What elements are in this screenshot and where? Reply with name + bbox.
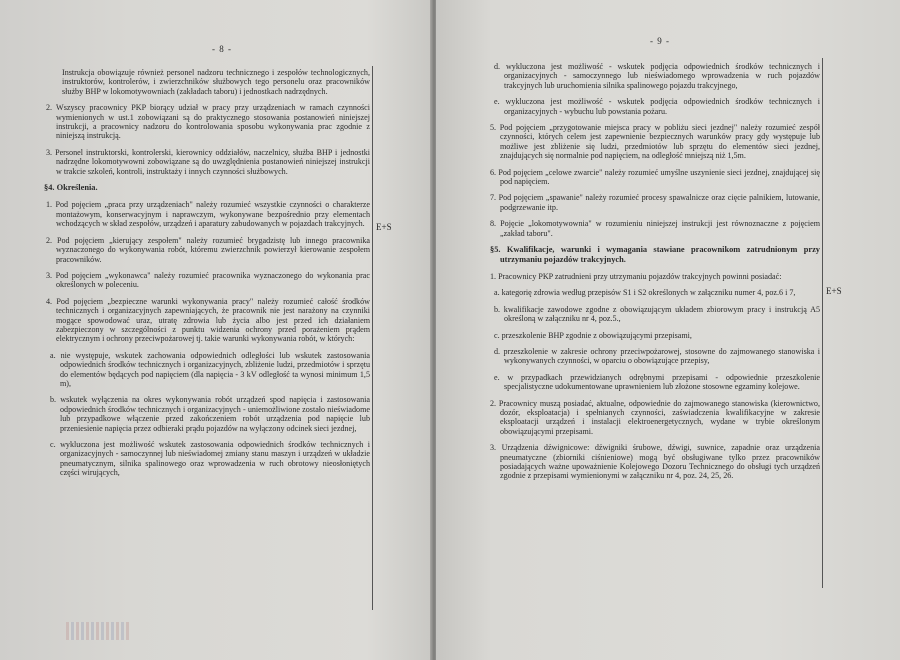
right-page-text [488,62,820,488]
left-page-text [44,68,370,485]
section-mark-left: E+S [376,222,392,232]
sub-item: e. wykluczona jest możliwość - wskutek podjęcia odpowiednich środków technicznych i organizacyjnych - wybuchu lub powstania pożaru. [494,97,820,116]
section-heading: §5. Kwalifikacje, warunki i wymagania stawiane pracownikom zatrudnionym przy utrzymaniu pojazdów trakcyjnych. [490,245,820,264]
list-item: 1. Pracownicy PKP zatrudnieni przy utrzymaniu pojazdów trakcyjnych powinni posiadać: [490,271,782,281]
qualification-item: c. przeszkolenie BHP zgodnie z obowiązującymi przepisami, [494,330,692,340]
definition-item: 6. Pod pojęciem „celowe zwarcie" należy rozumieć umyślne uszynienie sieci jezdnej, znajdującej się pod napięciem. [490,167,820,187]
sub-item: d. wykluczona jest możliwość - wskutek podjęcia odpowiednich środków technicznych i organizacyjnych - samoczynnego lub nieświadomego wprowadzenia w ruch pojazdów trakcyjnych lub uruchomienia silnika spalinowego pojazdu trakcyjnego, [494,62,820,90]
list-item: 2. Pracownicy muszą posiadać, aktualne, odpowiednie do zajmowanego stanowiska (kierownictwo, dozór, eksploatacja) i spełnianych czynności, zaświadczenia kwalifikacyjne w zakresie eksploatacji urządzeń i instalacji elektroenergetycznych, wydane w trybie określonym obowiązującymi przepisami. [490,398,820,436]
sub-item: a. nie występuje, wskutek zachowania odpowiednich odległości lub wskutek zastosowania odpowiednich środków technicznych i organizacyjnych, zbliżenie ludzi, przedmiotów i sprzętu do elementów będących pod napięciem (dla napięcia - 3 kV odległość ta wynosi minimum 1,5 m), [50,350,370,388]
library-stamp [66,622,130,640]
definition-item: 3. Pod pojęciem „wykonawca" należy rozumieć pracownika wyznaczonego do wykonania prac określonych w poleceniu. [46,270,370,290]
page-number-right: - 9 - [650,36,670,46]
page-number-left: - 8 - [212,44,232,54]
definition-item: 1. Pod pojęciem „praca przy urządzeniach" należy rozumieć wszystkie czynności o charakterze montażowym, konserwacyjnym i naprawczym, wykonywane bezpośrednio przy elementach wchodzących w skład zespołów, urządzeń i aparatury zabudowanych w pojazdach trakcyjnych. [46,200,370,229]
qualification-item: e. w przypadkach przewidzianych odrębnymi przepisami - odpowiednie przeszkolenie specjalistyczne udokumentowane uprawnieniem lub złożone stosowne egzaminy kolejowe. [494,372,820,392]
qualification-item: b. kwalifikacje zawodowe zgodne z obowiązującym układem zbiorowym pracy i instrukcją A5 określoną w załączniku nr 4, poz.5., [494,304,820,324]
definition-item: 5. Pod pojęciem „przygotowanie miejsca pracy w pobliżu sieci jezdnej" należy rozumieć zespół czynności, których celem jest zapewnienie bezpiecznych warunków pracy gdy występuje lub możliwe jest zbliżenie się ludzi, przedmiotów lub sprzętu do elementów sieci jezdnej, znajdujących się normalnie pod napięciem, na odległość mniejszą niż 1,5m. [490,123,820,161]
definition-item: 4. Pod pojęciem „bezpieczne warunki wykonywania pracy" należy rozumieć całość środków technicznych i organizacyjnych zapewniających, że pracownik nie jest narażony na czynniki mogące spowodować uraz, utratę zdrowia lub życia albo jest przed ich działaniem zabezpieczony w szczególności z punktu widzenia ochrony przed porażeniem prądem elektrycznym i ochrony przeciwpożarowej tj. takie warunki wykonywania robót, w których: [46,296,370,344]
section-heading: §4. Określenia. [44,183,98,193]
paragraph: 3. Personel instruktorski, kontrolerski, kierownicy oddziałów, naczelnicy, służba BHP i jednostki nadrzędne lokomotywowni zobowiązane są do uwzględnienia postanowień niniejszej instrukcji w trakcie szkoleń, kontroli, instruktaży i innych czynności służbowych. [46,147,370,176]
margin-rule-left [372,66,373,610]
margin-rule-right [822,58,823,588]
definition-item: 2. Pod pojęciem „kierujący zespołem" należy rozumieć brygadzistę lub innego pracownika wyznaczonego do wykonywania robót, któremu zwierzchnik powierzył kierowanie zespołem pracowników. [46,235,370,264]
paragraph: 2. Wszyscy pracownicy PKP biorący udział w pracy przy urządzeniach w ramach czynności wymienionych w ust.1 zobowiązani są do praktycznego stosowania postanowień niniejszej instrukcji, a pracownicy nadzoru do kontrolowania sposobu wykonywania prac zgodnie z niniejszą instrukcją. [46,103,370,141]
right-page [436,0,900,660]
paragraph: Instrukcja obowiązuje również personel nadzoru technicznego i zespołów technologicznych, instruktorów, kontrolerów, i zwierzchników służbowych tego personelu oraz pracowników służby BHP w lokomotywowniach (zakładach taboru) i jednostkach nadrzędnych. [62,68,370,96]
section-mark-right: E+S [826,286,842,296]
list-item: 3. Urządzenia dźwignicowe: dźwigniki śrubowe, dźwigi, suwnice, zapadnie oraz urządzenia pneumatyczne (zbiorniki ciśnieniowe) mogą być obsługiwane tylko przez pracowników posiadających ważne upoważnienie Kolejowego Dozoru Technicznego do obsługi tych urządzeń zgodnie z przepisami wymienionymi w załączniku nr 4, poz. 24, 25, 26. [490,443,820,481]
sub-item: b. wskutek wyłączenia na okres wykonywania robót urządzeń spod napięcia i zastosowania odpowiednich środków technicznych i organizacyjnych - uniemożliwione zostało nieświadome lub przypadkowe włączenie przed zakończeniem robót urządzenia pod napięcie lub przeniesienie napięcia przez odbieraki prądu pojazdów na wyłączony odcinek sieci jezdnej, [50,395,370,433]
qualification-item: a. kategorię zdrowia według przepisów S1 i S2 określonych w załączniku numer 4, poz.6 i 7, [494,288,796,298]
sub-item: c. wykluczona jest możliwość wskutek zastosowania odpowiednich środków technicznych i organizacyjnych - samoczynnej lub nieświadomej zmiany stanu maszyn i urządzeń w układzie pneumatycznym, silnika spalinowego oraz wprowadzenia w ruch obrotowy nieosłoniętych części wirujących, [50,440,370,478]
definition-item: 8. Pojęcie „lokomotywownia" w rozumieniu niniejszej instrukcji jest równoznaczne z pojęciem „zakład taboru". [490,219,820,238]
definition-item: 7. Pod pojęciem „spawanie" należy rozumieć procesy spawalnicze oraz cięcie palnikiem, lutowanie, podgrzewanie itp. [490,193,820,212]
left-page [0,0,432,660]
qualification-item: d. przeszkolenie w zakresie ochrony przeciwpożarowej, stosowne do zajmowanego stanowiska i wykonywanych czynności, w oparciu o obowiązujące przepisy, [494,346,820,366]
